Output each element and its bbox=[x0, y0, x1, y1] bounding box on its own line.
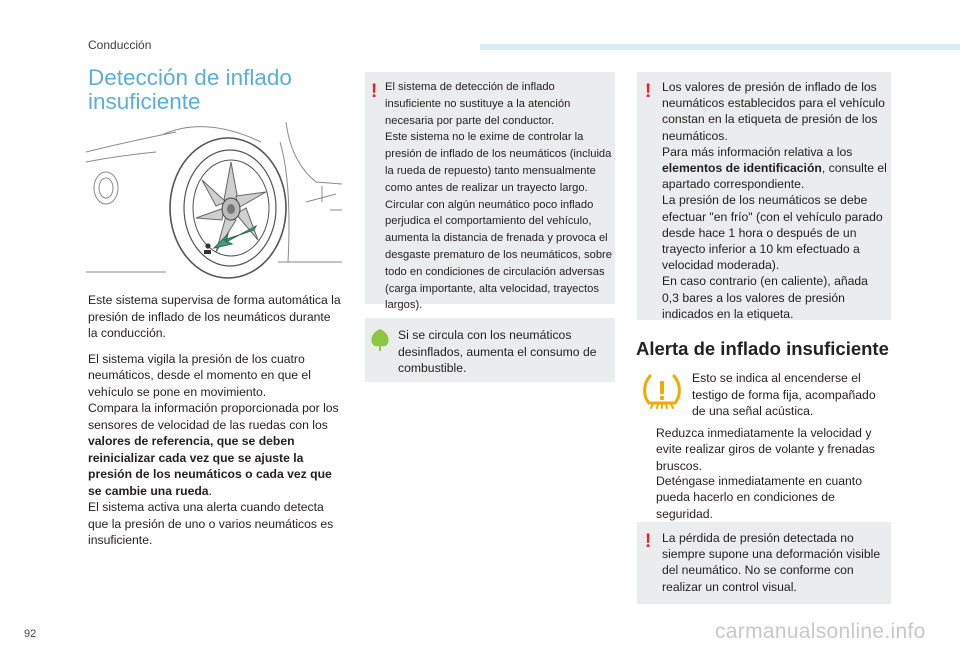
page-number: 92 bbox=[24, 628, 37, 640]
text: Los valores de presión de inflado de los neumáticos establecidos para el vehículo constan en la etiqueta de presión de los neumáticos. bbox=[662, 80, 885, 143]
section-heading: Alerta de inflado insuficiente bbox=[636, 338, 889, 359]
bold-text: elementos de identificación bbox=[662, 161, 822, 176]
text: Para más información relativa a los bbox=[662, 144, 853, 159]
text: El sistema de detección de inflado insuficiente no sustituye a la atención necesaria por parte del conductor. bbox=[385, 81, 571, 127]
text bbox=[662, 144, 888, 193]
eco-note bbox=[365, 318, 615, 382]
text: Este sistema no le exime de controlar la presión de inflado de los neumáticos (incluida la rueda de repuesto) tanto mensualmente como antes de realizar un trayecto largo. bbox=[385, 131, 612, 194]
wheel-illustration bbox=[86, 122, 342, 280]
text: Deténgase inmediatamente en cuanto pueda hacerlo en condiciones de seguridad. bbox=[656, 474, 862, 521]
list-item bbox=[638, 473, 890, 521]
text: El sistema vigila la presión de los cuatro neumáticos, desde el momento en que el vehículo se pone en movimiento. bbox=[88, 351, 311, 399]
page-title: Detección de inflado insuficiente bbox=[88, 65, 292, 114]
pressure-note bbox=[637, 72, 891, 320]
text: La pérdida de presión detectada no siempre supone una deformación visible del neumático. No se conforme con realizar un control visual. bbox=[662, 531, 881, 594]
section-label: Conducción bbox=[88, 38, 152, 52]
text: El sistema activa una alerta cuando detecta que la presión de uno o varios neumáticos es insuficiente. bbox=[88, 500, 334, 547]
tire-pressure-warning-icon bbox=[640, 370, 684, 419]
paragraph bbox=[88, 351, 342, 549]
text: Compara la información proporcionada por los sensores de velocidad de las ruedas con los bbox=[88, 401, 339, 432]
bold-text: valores de referencia, que se deben reinicializar cada vez que se ajuste la presión de los neumáticos o cada vez que se cambie una rueda bbox=[88, 434, 332, 498]
text: La presión de los neumáticos se debe efectuar "en frío" (con el vehículo parado desde hace 1 hora o después de un trayecto inferior a 10 km efectuado a velocidad moderada). bbox=[662, 193, 883, 273]
alert-text: Esto se indica al encenderse el testigo de forma fija, acompañado de una señal acústica. bbox=[692, 371, 876, 418]
exclamation-icon: ! bbox=[645, 81, 652, 102]
text: . bbox=[208, 483, 212, 498]
paragraph: Este sistema supervisa de forma automática la presión de inflado de los neumáticos durante la conducción. bbox=[88, 293, 341, 340]
exclamation-icon: ! bbox=[371, 81, 378, 102]
list-item bbox=[638, 425, 890, 473]
eco-text: Si se circula con los neumáticos desinflados, aumenta el consumo de combustible. bbox=[398, 328, 597, 375]
exclamation-icon: ! bbox=[645, 531, 652, 552]
watermark: carmanualsonline.info bbox=[715, 620, 926, 643]
intro-text bbox=[88, 292, 342, 549]
warning-note bbox=[365, 72, 615, 312]
visual-check-note bbox=[637, 522, 891, 604]
text: Circular con algún neumático poco inflado perjudica el comportamiento del vehículo, aumenta la distancia de frenada y provoca el desgaste prematuro de los neumáticos, sobre todo en condiciones de circulación adversas (carga importante, alta velocidad, trayectos largos). bbox=[385, 198, 612, 312]
text: En caso contrario (en caliente), añada 0,3 bares a los valores de presión indicados en la etiqueta. bbox=[662, 274, 868, 321]
text: Reduzca inmediatamente la velocidad y evite realizar giros de volante y frenadas bruscos. bbox=[656, 426, 875, 473]
header-bar bbox=[480, 44, 960, 50]
leaf-icon bbox=[369, 328, 391, 358]
text: , consulte el apartado correspondiente. bbox=[662, 161, 887, 192]
